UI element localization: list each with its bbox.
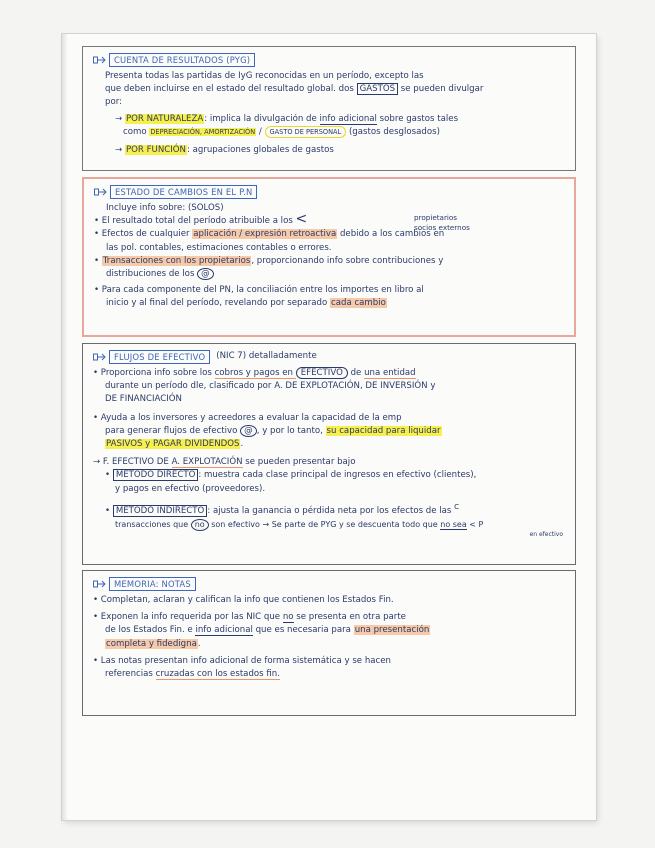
section-title-extra: (NIC 7) detalladamente [216,351,317,362]
bullet-notas: • Las notas presentan info adicional de forma sistemática y se hacen [93,655,391,666]
bullet-transacciones: • Transacciones con los propietarios, proporcionando info sobre contribuciones y [94,255,444,266]
bullet-completan: • Completan, aclaran y califican la info que contienen los Estados Fin. [93,595,394,605]
section-cuenta-resultados [82,46,576,171]
section-memoria-notas [82,570,576,716]
gastos-boxed: GASTOS [357,83,398,95]
section-title: MEMORIA: NOTAS [109,577,196,591]
section-title: CUENTA DE RESULTADOS (PYG) [109,53,255,67]
text-line: por: [105,97,122,108]
en-efectivo-note: en efectivo [529,531,563,539]
metodo-indirecto: • METODO INDIRECTO : ajusta la ganancia o pérdida neta por los efectos de las $^C$ [105,501,460,516]
text-line: Presenta todas las partidas de IyG reconocidas en un período, excepto las [105,71,424,81]
text-line: Incluye info sobre: (SOLOS) [106,203,224,213]
explotacion-line: → F. EFECTIVO DE A. EXPLOTACIÓN se pueden presentar bajo [93,457,356,468]
text-line: DE FINANCIACIÓN [105,394,182,405]
metodo-indirecto-label: METODO INDIRECTO [113,505,208,517]
socios-note: socios externos [414,223,470,232]
section-title-row [93,53,567,67]
funcion-item: → POR FUNCIÓN: agrupaciones globales de gastos [115,145,334,156]
bullet-efectos: • Efectos de cualquier aplicación / expresión retroactiva debido a los cambios en [94,229,445,240]
text-line: transacciones que no son efectivo → Se parte de PYG y se descuenta todo que no sea < P [115,519,484,529]
arrow-right-box-icon [93,352,107,362]
text-line: completa y fidedigna. [106,638,201,649]
arrow-right-box-icon [94,187,108,197]
bullet-componente: • Para cada componente del PN, la conciliación entre los importes en libro al [94,285,424,296]
text-line: que deben incluirse en el estado del resultado global. dos GASTOS se pueden divulgar [105,84,484,95]
text-line: durante un período dle, clasificado por A. DE EXPLOTACIÓN, DE INVERSIÓN y [105,381,436,392]
text-line: las pol. contables, estimaciones contables o errores. [106,242,332,253]
section-title-row [93,350,567,364]
page-shadow [62,34,68,820]
section-estado-cambios-pn [82,177,576,337]
bullet-proporciona: • Proporciona info sobre los cobros y pagos en EFECTIVO de una entidad [93,368,416,378]
funcion-label: POR FUNCIÓN [125,145,186,156]
arrow-right-box-icon [93,55,107,65]
text-line: de los Estados Fin. e info adicional que es necesaria para una presentación [105,625,430,636]
bullet-exponen: • Exponen la info requerida por las NIC que no se presenta en otra parte [93,612,406,623]
text-line: inicio y al final del período, revelando por separado cada cambio [106,298,386,309]
text-line: referencias cruzadas con los estados fin. [105,669,280,680]
section-flujos-efectivo [82,343,576,565]
metodo-directo-label: METODO DIRECTO [113,469,199,481]
naturaleza-detail: como DEPRECIACIÓN, AMORTIZACIÓN / GASTO DE PERSONAL (gastos desglosados) [123,126,440,137]
text-line: PASIVOS y PAGAR DIVIDENDOS. [106,439,244,450]
propietarios-note: propietarios [414,213,458,222]
metodo-directo: • METODO DIRECTO : muestra cada clase principal de ingresos en efectivo (clientes), [105,470,477,481]
section-title-row [94,185,566,199]
arrow-right-box-icon [93,579,107,589]
section-title-row [93,577,567,591]
bullet-resultado: • El resultado total del período atribuible a los < [94,211,308,228]
bullet-ayuda: • Ayuda a los inversores y acreedores a evaluar la capacidad de la emp [93,412,402,423]
naturaleza-label: POR NATURALEZA [125,113,204,124]
text-line: y pagos en efectivo (proveedores). [115,483,266,494]
text-line: para generar flujos de efectivo @ , y por lo tanto, su capacidad para liquidar [105,425,441,436]
section-title: FLUJOS DE EFECTIVO [109,350,210,364]
gasto-personal-oval: GASTO DE PERSONAL [265,126,347,138]
section-title: ESTADO DE CAMBIOS EN EL P.N [110,185,257,199]
text-line: distribuciones de los @ [94,268,566,281]
naturaleza-item: → POR NATURALEZA: implica la divulgación de info adicional sobre gastos tales [115,113,459,124]
